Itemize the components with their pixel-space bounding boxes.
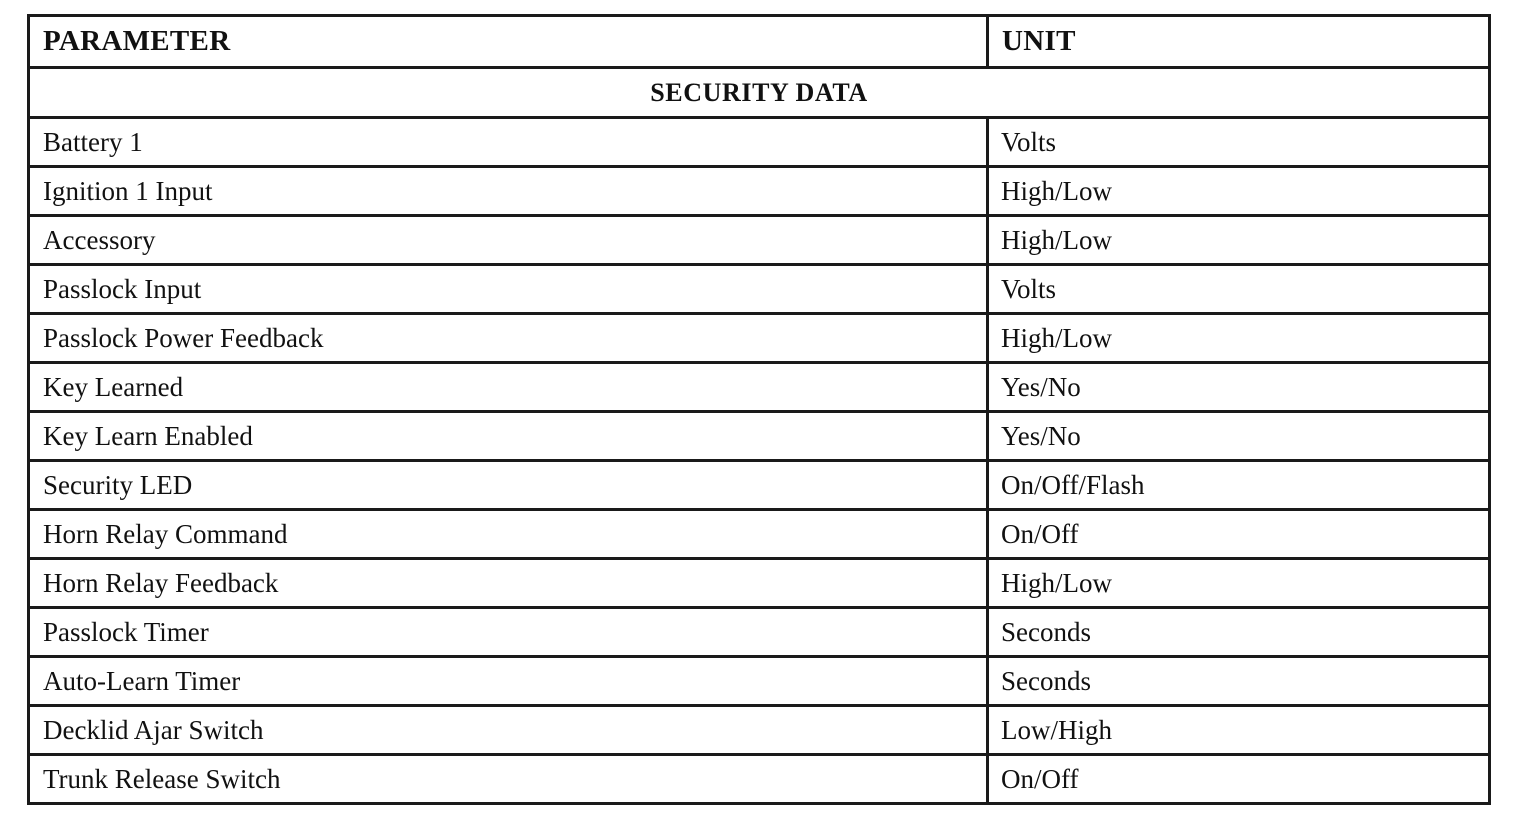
- section-row: [29, 68, 1490, 118]
- unit-cell: On/Off: [988, 510, 1490, 559]
- unit-cell: Volts: [988, 118, 1490, 167]
- parameter-cell: Trunk Release Switch: [29, 755, 988, 804]
- parameter-column-header: PARAMETER: [29, 16, 988, 68]
- parameter-cell: Security LED: [29, 461, 988, 510]
- table-row: [29, 706, 1490, 755]
- parameter-cell: Horn Relay Feedback: [29, 559, 988, 608]
- section-title: SECURITY DATA: [29, 68, 1490, 118]
- parameter-cell: Battery 1: [29, 118, 988, 167]
- unit-cell: On/Off/Flash: [988, 461, 1490, 510]
- table-header-row: [29, 16, 1490, 68]
- parameter-cell: Accessory: [29, 216, 988, 265]
- table-row: [29, 559, 1490, 608]
- parameter-cell: Passlock Input: [29, 265, 988, 314]
- unit-cell: Low/High: [988, 706, 1490, 755]
- table-row: [29, 216, 1490, 265]
- parameter-cell: Decklid Ajar Switch: [29, 706, 988, 755]
- unit-cell: High/Low: [988, 216, 1490, 265]
- table-row: [29, 363, 1490, 412]
- security-data-table: [27, 14, 1491, 805]
- unit-cell: Seconds: [988, 657, 1490, 706]
- parameter-cell: Passlock Power Feedback: [29, 314, 988, 363]
- unit-cell: On/Off: [988, 755, 1490, 804]
- table-row: [29, 608, 1490, 657]
- unit-column-header: UNIT: [988, 16, 1490, 68]
- parameter-cell: Passlock Timer: [29, 608, 988, 657]
- unit-cell: High/Low: [988, 167, 1490, 216]
- parameter-cell: Auto-Learn Timer: [29, 657, 988, 706]
- unit-cell: Yes/No: [988, 412, 1490, 461]
- unit-cell: High/Low: [988, 314, 1490, 363]
- unit-cell: Seconds: [988, 608, 1490, 657]
- table-row: [29, 118, 1490, 167]
- table-row: [29, 657, 1490, 706]
- table-body: [29, 68, 1490, 804]
- table-row: [29, 412, 1490, 461]
- parameter-cell: Key Learn Enabled: [29, 412, 988, 461]
- table-row: [29, 314, 1490, 363]
- parameter-cell: Horn Relay Command: [29, 510, 988, 559]
- table-row: [29, 167, 1490, 216]
- parameter-cell: Key Learned: [29, 363, 988, 412]
- table-row: [29, 461, 1490, 510]
- unit-cell: Volts: [988, 265, 1490, 314]
- table-row: [29, 265, 1490, 314]
- parameter-cell: Ignition 1 Input: [29, 167, 988, 216]
- table-row: [29, 510, 1490, 559]
- unit-cell: High/Low: [988, 559, 1490, 608]
- table-row: [29, 755, 1490, 804]
- unit-cell: Yes/No: [988, 363, 1490, 412]
